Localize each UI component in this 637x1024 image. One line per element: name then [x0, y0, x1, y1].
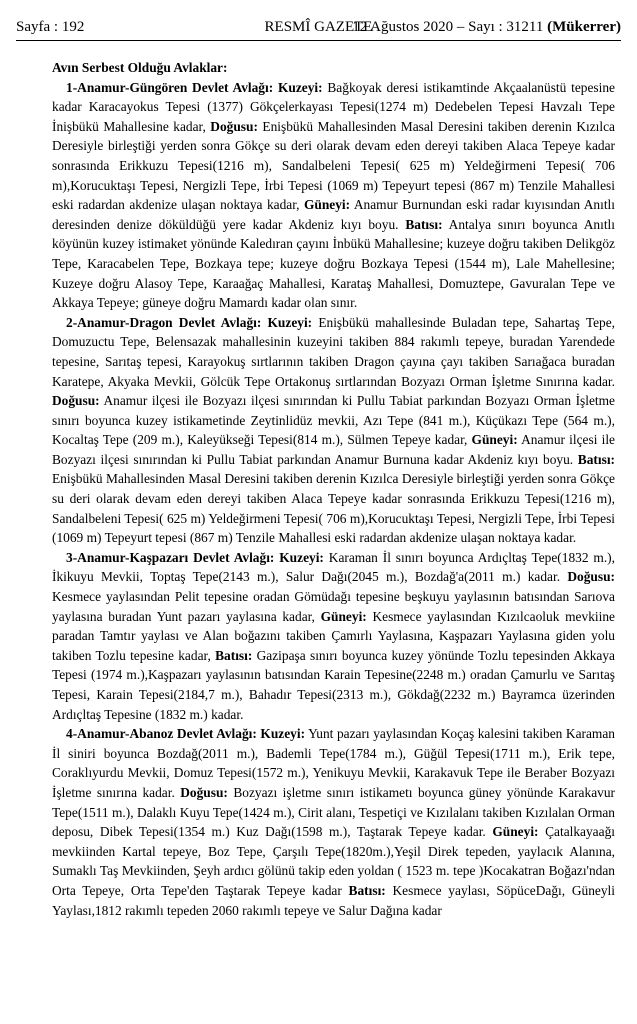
paragraph-title: 4-Anamur-Abanoz Devlet Avlağı: [66, 726, 257, 742]
issue-type: (Mükerrer) [547, 19, 621, 35]
paragraph-1-anamur-gungoren [52, 78, 615, 313]
document-body [52, 58, 615, 920]
south-text: Anamur Burnundan eski radar kıyısından Anıtlı deresinden denize döküldüğü yere kadar Akdeniz kıyı boyu. [52, 197, 616, 232]
west-label: Batısı: [215, 647, 253, 663]
north-text: Bağkoyak deresi istikamtinde Akçaalanüstü tepesine kadar Karacayokus Tepesi (1377) Gökçelerkayası Tepesi(1274 m) Dedebelen Tepesi Havzalı Tepe İnişbükü Mahallesine kadar, [52, 79, 615, 134]
north-label: Kuzeyi: [260, 726, 306, 742]
east-label: Doğusu: [567, 569, 615, 585]
south-text: Anamur ilçesi ile Bozyazı ilçesi sınırından ki Pullu Tabiat parkından Anamur Burnuna kadar Akdeniz kıyı boyu. [52, 432, 615, 467]
north-label: Kuzeyi: [277, 79, 323, 95]
paragraph-2-anamur-dragon [52, 313, 615, 548]
east-text: Anamur ilçesi ile Bozyazı ilçesi sınırından ki Pullu Tabiat parkından Bozyazı Orman İşletme sınırı boyunca kuzey istikametinde Zeytinlidüz mevkii, Azı Tepe (841 m.), Küçükazı Tepe (564 m.), Kocaltaş Tepe (209 m.), Kaleyükseği Tepesi(814 m.), Sülmen Tepeye kadar, [52, 393, 615, 448]
paragraph-4-anamur-abanoz [52, 724, 615, 920]
east-text: Kesmece yaylasından Pelit tepesine oradan Gömüdağı tepesine beşkuyu yaylasının batısından Sarıova yaylasına buradan Yunt pazarı yaylasına kadar, [52, 589, 615, 624]
south-label: Güneyi: [303, 197, 351, 213]
west-text: Antalya sınırı boyunca Anıtlı köyünün kuzey istimaket yönünde Kaledıran çayını İnbükü Mahallesine; kuzeye doğru takiben Delikgöz Tepe, Karacabelen Tepe, Bozkaya tepe; kuzeye doğru Bozkaya Tepesi (1544 m), Lale Mahellesine; Kuzeye doğru Alasoy Tepe, Karaağaç Mahallesi, Karataş Mahallesi, Domuztepe, Gavuralan Tepe ve Akkaya Tepeye; güneye doğru Mamardı kadar olan sınır. [52, 216, 615, 311]
south-text: Kesmece yaylasından Kızılcaoluk mevkiine paradan Tamtır yaylası ve Alan boğazını takiben Çamırlı Yaylasına, Kaşpazarı Yaylasına giden yolu takiben Tozlu tepesine kadar, [52, 608, 615, 663]
north-text: Yunt pazarı yaylasından Koçaş kalesini takiben Karaman İl siniri boyunca Bozdağ(2011 m.), Bademli Tepe(1784 m.), Güğül Tepesi(1711 m.), Erik tepe, Coraklıyurdu Mevkii, Domuz Tepesi(1572 m.), Yenikuyu Mevkii, Karakavuk Tepe ile Beraber Bozyazı İşletme sınırına kadar. [52, 726, 615, 800]
header-divider [16, 40, 621, 41]
west-text: Kesmece yaylası, SöpüceDağı, Güneyli Yaylası,1812 rakımlı tepeden 2060 rakımlı tepeye ve Salur Dağına kadar [52, 882, 615, 918]
south-label: Güneyi: [492, 824, 539, 840]
south-label: Güneyi: [320, 608, 367, 624]
paragraph-title: 3-Anamur-Kaşpazarı Devlet Avlağı: [66, 549, 275, 565]
issue-date: 12 Ağustos 2020 – Sayı : 31211 [352, 19, 544, 35]
page-header [16, 14, 621, 36]
south-label: Güneyi: [471, 432, 518, 448]
west-text: Enişbükü Mahallesinden Masal Deresini takiben derenin Kızılca Deresiyle birleştiği yerden sonra Gökçe su deri olarak devam eden dereyi takiben Alaca Tepeye kadar sonrasında Erikkuzu Tepesi(1216 m), Sandalbeleni Tepesi( 625 m) Yeldeğirmeni Tepesi( 706 m),Korucuktaşı Tepesi, Nergizli Tepe, İrbi Tepesi (1069 m) Tepeyurt tepesi (867 m) Tenzile Mahallesi eski radardan akdenize ulaşan noktaya kadar. [52, 471, 615, 546]
west-label: Batısı: [405, 216, 443, 232]
east-label: Doğusu: [52, 393, 100, 409]
gazette-title: RESMÎ GAZETE [264, 19, 373, 35]
section-heading: Avın Serbest Olduğu Avlaklar: [52, 60, 228, 75]
north-text: Enişbükü mahallesinde Buladan tepe, Sahartaş Tepe, Domuzuctu Tepe, Belensazak mahallesinin kuzeyini takiben 884 rakımlı tepeye, buradan Yarendede tepesine, Sarıtaş tepesi, Karayokuş sırtlarının takiben Dragon çayına çayı takiben Sarıağaca buradan Karatepe, Akyaka Mevkii, Gölcük Tepe Ortakonuş sırtlarından Bozyazı Orman İşletme Sınırına kadar. [52, 314, 616, 389]
east-label: Doğusu: [180, 784, 228, 800]
paragraph-3-anamur-kaspazari [52, 548, 615, 724]
west-label: Batısı: [348, 882, 386, 898]
west-text: Gazipaşa sınırı boyunca kuzey yönünde Tozlu tepesinden Akkaya Tepesi (1974 m.),Kaşpazarı yaylasının batısından Karain Tepesine(2248 m.) oradan Çamurlu ve Sarıtaş Tepesi, Karain Tepesi(2184,7 m.), Bahadır Tepesi(2313 m.), Gökdağ(2232 m.) Bayramca üzerinden Ardıçltaş Tepesine (1832 m.) kadar. [52, 647, 615, 722]
north-text: Karaman İl sınırı boyunca Ardıçltaş Tepe(1832 m.), İkikuyu Mevkii, Toptaş Tepe(2143 m.), Salur Dağı(2045 m.), Bozdağ'a(2011 m.) kadar. [52, 549, 615, 585]
north-label: Kuzeyi: [267, 314, 313, 330]
north-label: Kuzeyi: [279, 549, 324, 565]
south-text: Çatalkayaağı mevkiinden Kartal tepeye, Boz Tepe, Çarşılı Tepe(1820m.),Yeşil Direk tepeden, yaylacık Alanına, Sumaklı Taş Mevkiinden, Şeyh ardıcı gölünü takip eden yoldan ( 1523 m. tepe )Kocakatran Boğazı'ndan Orta Tepeye, Orta Tepe'den Taştarak Tepeye kadar [52, 824, 615, 898]
east-text: Enişbükü Mahallesinden Masal Deresini takiben derenin Kızılca Deresiyle birleştiği yerden sonra Gökçe su deri olarak devam eden dereyi takiben Alaca Tepeye kadar sonrasında Erikkuzu Tepesi(1216 m), Sandalbeleni Tepesi( 625 m) Yeldeğirmeni Tepesi( 706 m),Korucuktaşı Tepesi, Nergizli Tepe, İrbi Tepesi (1069 m) Tepeyurt tepesi (867 m) Tenzile Mahallesi eski radardan akdenize ulaşan noktaya kadar, [52, 118, 615, 213]
issue-info [352, 19, 621, 36]
east-text: Bozyazı işletme sınırı istikametı boyunca güney yönünde Karakavur Tepe(1511 m.), Dalaklı Kuyu Tepe(1424 m.), Cirit alanı, Tespetiçi ve Kızılalanı takiben Kızılalan Orman deposu, Dibek Tepesi(1354 m.) Kuz Dağı(1598 m.), Taştarak Tepeye kadar. [52, 784, 615, 840]
west-label: Batısı: [577, 451, 615, 467]
paragraph-title: 2-Anamur-Dragon Devlet Avlağı: [66, 314, 262, 330]
east-label: Doğusu: [210, 118, 258, 134]
paragraph-title: 1-Anamur-Güngören Devlet Avlağı: [66, 79, 274, 95]
page-number: Sayfa : 192 [16, 19, 85, 35]
